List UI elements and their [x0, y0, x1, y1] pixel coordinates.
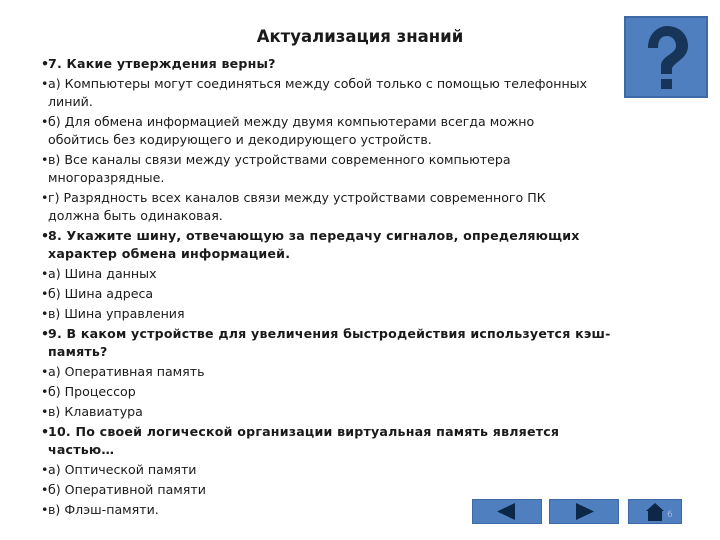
answer-item	[43, 189, 683, 225]
next-slide-button[interactable]	[549, 499, 619, 524]
home-button[interactable]	[628, 499, 682, 524]
question-item	[43, 227, 683, 263]
answer-item	[43, 305, 683, 323]
item-line: • б) Шина адреса	[48, 286, 154, 301]
answer-item	[43, 403, 683, 421]
answer-item	[43, 265, 683, 283]
question-item	[43, 55, 683, 73]
answer-item	[43, 75, 683, 111]
item-line: • а) Оперативная память	[48, 364, 205, 379]
item-line-continued: многоразрядные.	[48, 170, 165, 185]
question-list	[43, 55, 683, 521]
home-icon	[629, 500, 681, 523]
item-line-continued: линий.	[48, 94, 93, 109]
slide-title: Актуализация знаний	[256, 27, 464, 46]
item-line: • б) Процессор	[48, 384, 136, 399]
item-line-continued: характер обмена информацией.	[48, 246, 291, 261]
question-item	[43, 423, 683, 459]
page-number: 6	[667, 510, 673, 520]
item-line-continued: обойтись без кодирующего и декодирующего устройств.	[48, 132, 432, 147]
item-line: • в) Шина управления	[48, 306, 185, 321]
item-line: • а) Компьютеры могут соединяться между собой только с помощью телефонных	[48, 76, 588, 91]
item-line: • 10. По своей логической организации виртуальная память является	[48, 424, 560, 439]
item-line: • 8. Укажите шину, отвечающую за передачу сигналов, определяющих	[48, 228, 580, 243]
item-line: • 9. В каком устройстве для увеличения быстродействия используется кэш-	[48, 326, 611, 341]
prev-slide-button[interactable]	[472, 499, 542, 524]
item-line-continued: частью…	[48, 442, 115, 457]
answer-item	[43, 461, 683, 479]
item-line: • в) Все каналы связи между устройствами современного компьютера	[48, 152, 511, 167]
answer-item	[43, 113, 683, 149]
item-line-continued: должна быть одинаковая.	[48, 208, 223, 223]
answer-item	[43, 285, 683, 303]
item-line: • в) Флэш-памяти.	[48, 502, 159, 517]
item-line: • г) Разрядность всех каналов связи между устройствами современного ПК	[48, 190, 546, 205]
item-line: • а) Оптической памяти	[48, 462, 197, 477]
arrow-right-icon	[550, 500, 618, 523]
arrow-left-icon	[473, 500, 541, 523]
answer-item	[43, 151, 683, 187]
question-item	[43, 325, 683, 361]
item-line: • в) Клавиатура	[48, 404, 143, 419]
answer-item	[43, 383, 683, 401]
item-line-continued: память?	[48, 344, 108, 359]
answer-item	[43, 481, 683, 499]
item-line: • 7. Какие утверждения верны?	[48, 56, 276, 71]
item-line: • б) Для обмена информацией между двумя компьютерами всегда можно	[48, 114, 535, 129]
item-line: • б) Оперативной памяти	[48, 482, 206, 497]
answer-item	[43, 363, 683, 381]
item-line: • а) Шина данных	[48, 266, 157, 281]
